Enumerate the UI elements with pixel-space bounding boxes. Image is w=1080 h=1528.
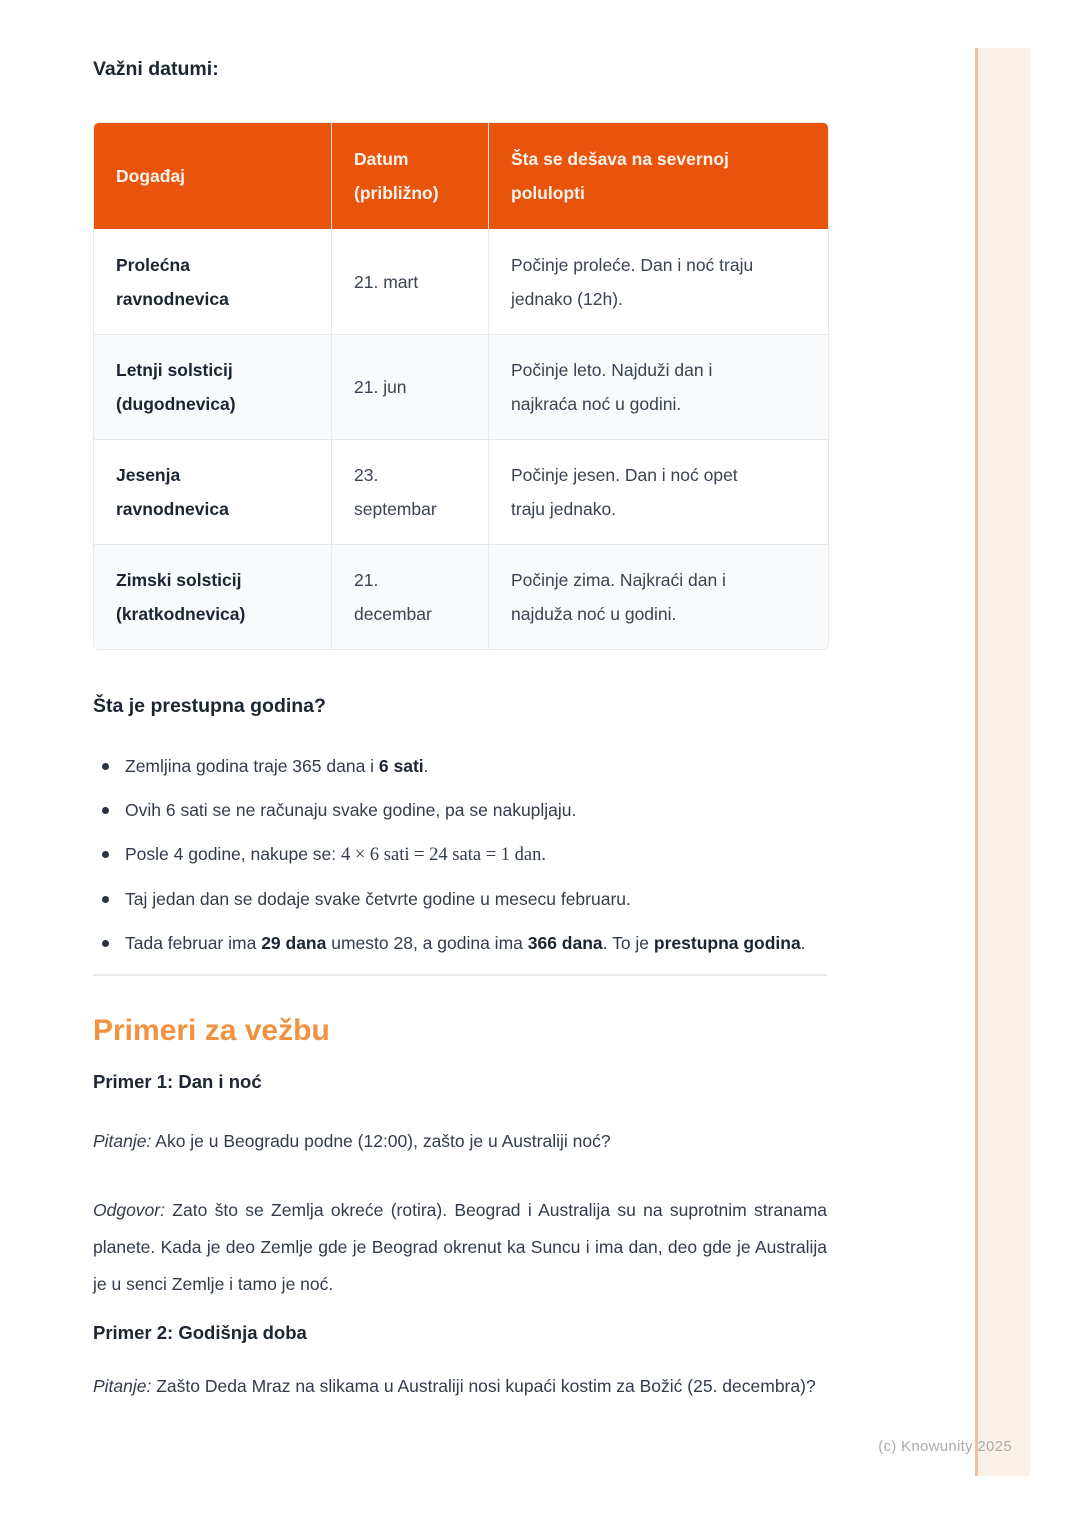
table-body: [94, 229, 828, 649]
table-row: [94, 229, 828, 334]
text-segment: 4 × 6 sati = 24 sata = 1 dan.: [341, 845, 546, 865]
page-edge-stripe: [975, 48, 1030, 1476]
text-segment: Ako je u Beogradu podne (12:00), zašto je u Australiji noć?: [151, 1131, 611, 1151]
section-divider: [93, 974, 827, 976]
table-cell-date: 21. jun: [331, 334, 488, 439]
text-segment: Zemljina godina traje 365 dana i: [125, 756, 379, 776]
table-cell-desc: Počinje proleće. Dan i noć traju jednako (12h).: [488, 229, 828, 334]
table-cell-event: Prolećna ravnodnevica: [94, 229, 331, 334]
leap-year-list: [93, 748, 827, 962]
example-1-title: Primer 1: Dan i noć: [93, 1071, 262, 1092]
text-segment: Pitanje:: [93, 1376, 152, 1396]
text-segment: Ovih 6 sati se ne računaju svake godine, pa se nakupljaju.: [125, 800, 577, 820]
text-segment: Zašto Deda Mraz na slikama u Australiji nosi kupaći kostim za Božić (25. decembra)?: [151, 1376, 816, 1396]
text-segment: umesto 28, a godina ima: [326, 933, 528, 953]
list-item: [93, 748, 827, 785]
column-header-description: Šta se dešava na severnoj polulopti: [488, 123, 828, 229]
table-cell-date: 21. decembar: [331, 544, 488, 649]
list-item: [93, 792, 827, 829]
table-cell-event: Zimski solsticij (kratkodnevica): [94, 544, 331, 649]
text-segment: 6 sati: [378, 756, 424, 776]
example-2-question: [93, 1368, 827, 1405]
table-cell-event: Letnji solsticij (dugodnevica): [94, 334, 331, 439]
important-dates-table: [93, 122, 829, 650]
text-segment: prestupna godina: [653, 933, 801, 953]
copyright-text: (c) Knowunity 2025: [878, 1438, 1012, 1455]
text-segment: 29 dana: [261, 933, 327, 953]
practice-heading: Primeri za vežbu: [93, 1014, 330, 1047]
text-segment: Odgovor:: [93, 1200, 165, 1220]
text-segment: Pitanje:: [93, 1131, 152, 1151]
dates-heading: Važni datumi:: [93, 58, 219, 80]
example-2-title: Primer 2: Godišnja doba: [93, 1322, 307, 1343]
text-segment: . To je: [602, 933, 654, 953]
leap-year-heading: Šta je prestupna godina?: [93, 695, 326, 717]
table-cell-date: 23. septembar: [331, 439, 488, 544]
table-cell-desc: Počinje leto. Najduži dan i najkraća noć u godini.: [488, 334, 828, 439]
text-segment: Posle 4 godine, nakupe se:: [125, 844, 341, 864]
table-header-row: [94, 123, 828, 229]
column-header-event: Događaj: [94, 123, 331, 229]
text-segment: Tada februar ima: [125, 933, 262, 953]
list-item: [93, 836, 827, 874]
text-segment: 366 dana: [527, 933, 603, 953]
table-row: [94, 439, 828, 544]
document-content: [93, 0, 827, 1405]
list-item: [93, 925, 827, 962]
table-row: [94, 334, 828, 439]
example-1-answer: [93, 1192, 827, 1303]
example-1-question: [93, 1123, 827, 1160]
table-cell-event: Jesenja ravnodnevica: [94, 439, 331, 544]
text-segment: .: [423, 756, 429, 776]
text-segment: .: [800, 933, 806, 953]
list-item: [93, 881, 827, 918]
text-segment: Zato što se Zemlja okreće (rotira). Beograd i Australija su na suprotnim stranama planete. Kada je deo Zemlje gde je Beograd okrenut ka Suncu i ima dan, deo gde je Australija je u senci Zemlje i tamo je noć.: [93, 1200, 827, 1294]
table-cell-date: 21. mart: [331, 229, 488, 334]
text-segment: Taj jedan dan se dodaje svake četvrte godine u mesecu februaru.: [125, 889, 631, 909]
table-cell-desc: Počinje zima. Najkraći dan i najduža noć u godini.: [488, 544, 828, 649]
column-header-date: Datum (približno): [331, 123, 488, 229]
table-cell-desc: Počinje jesen. Dan i noć opet traju jednako.: [488, 439, 828, 544]
table-row: [94, 544, 828, 649]
